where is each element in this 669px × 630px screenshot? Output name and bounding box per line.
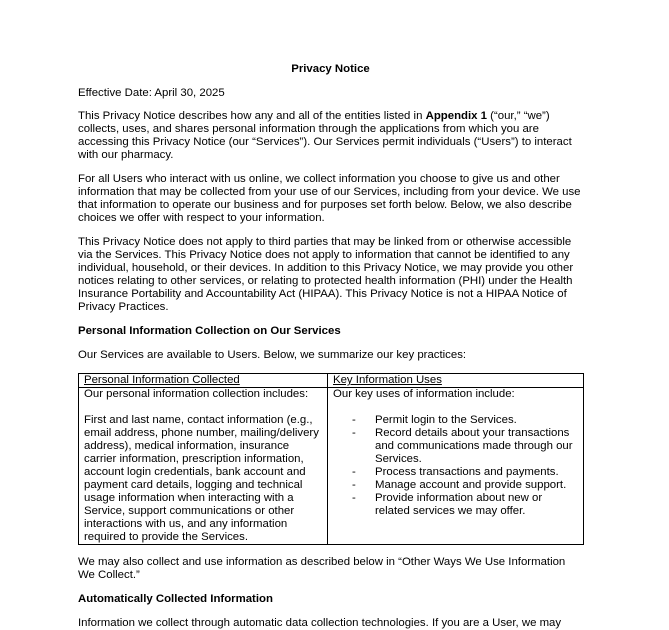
bullet-dash: -: [352, 492, 356, 504]
bullet-dash: -: [352, 414, 356, 426]
third-parties-paragraph: This Privacy Notice does not apply to third parties that may be linked from or otherwise accessible via the Services. This Privacy Notice does not apply to information that cannot be identified to any individual, household, or their devices. In addition to this Privacy Notice, we may provide you other notices relating to other services, or relating to protected health information (PHI) under the Health Insurance Portability and Accountability Act (HIPAA). This Privacy Notice is not a HIPAA Notice of Privacy Practices.: [78, 236, 574, 313]
section-heading-automatic: Automatically Collected Information: [78, 593, 273, 605]
intro-paragraph: [78, 110, 583, 162]
list-item: [333, 479, 578, 492]
document-content: [78, 62, 583, 630]
table-header-uses: Key Information Uses: [328, 374, 584, 388]
intro-text-after: (“our,” “we”) collects, uses, and shares personal information through the applications from which you are accessing this Privacy Notice (our “Services”). Our Services permit individuals (“Users”) to interact with our pharmacy.: [78, 110, 572, 161]
page-title: Privacy Notice: [291, 63, 370, 75]
uses-list: [333, 414, 578, 518]
table-header-collected: Personal Information Collected: [79, 374, 328, 388]
automatic-paragraph-partial: Information we collect through automatic data collection technologies. If you are a User, we may: [78, 617, 562, 629]
list-item: [333, 492, 578, 518]
list-item-text: Manage account and provide support.: [375, 479, 567, 491]
list-item-text: Record details about your transactions and communications made through our Services.: [375, 427, 573, 465]
uses-intro: Our key uses of information include:: [333, 388, 515, 400]
uses-cell: [328, 388, 584, 545]
list-item: [333, 414, 578, 427]
users-paragraph: For all Users who interact with us online, we collect information you choose to give us and other information that may be collected from your use of our Services, including from your device. We use that information to operate our business and for purposes set forth below. Below, we also describe choices we offer with respect to your information.: [78, 173, 581, 224]
list-item-text: Permit login to the Services.: [375, 414, 517, 426]
collected-intro: Our personal information collection includes:: [84, 388, 309, 400]
table-header-row: [79, 374, 584, 388]
collected-body: First and last name, contact information (e.g., email address, phone number, mailing/delivery address), medical information, insurance carrier information, prescription information, account login credentials, bank account and payment card details, logging and technical usage information when interacting with a Service, support communications or other interactions with us, and any information required to provide the Services.: [84, 414, 319, 543]
effective-date: Effective Date: April 30, 2025: [78, 87, 225, 99]
intro-text-before: This Privacy Notice describes how any and all of the entities listed in: [78, 110, 426, 122]
appendix-reference: Appendix 1: [425, 110, 487, 122]
table-row: [79, 388, 584, 545]
list-item-text: Process transactions and payments.: [375, 466, 559, 478]
section-heading-collection: Personal Information Collection on Our Services: [78, 325, 341, 337]
list-item: [333, 466, 578, 479]
practices-table: [78, 373, 584, 545]
collected-cell: [79, 388, 328, 545]
other-ways-paragraph: We may also collect and use information as described below in “Other Ways We Use Information We Collect.”: [78, 556, 566, 581]
list-item-text: Provide information about new or related services we may offer.: [375, 492, 543, 517]
bullet-dash: -: [352, 479, 356, 491]
bullet-dash: -: [352, 466, 356, 478]
bullet-dash: -: [352, 427, 356, 439]
summary-paragraph: Our Services are available to Users. Below, we summarize our key practices:: [78, 349, 467, 361]
list-item: [333, 427, 578, 466]
